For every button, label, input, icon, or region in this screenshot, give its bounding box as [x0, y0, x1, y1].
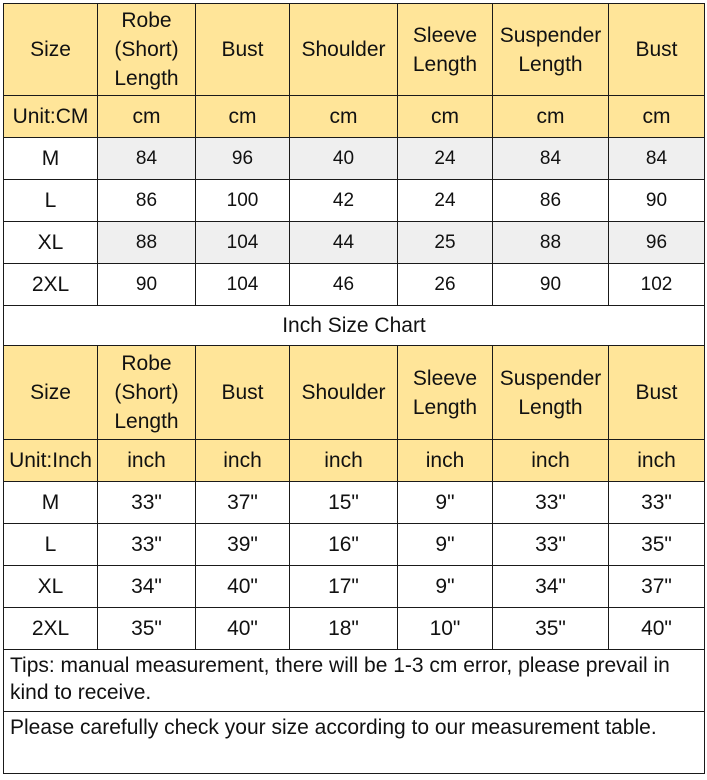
value-cell: 9" — [398, 482, 493, 524]
value-cell: 86 — [493, 180, 609, 222]
value-cell: 33" — [98, 482, 196, 524]
value-cell: 86 — [98, 180, 196, 222]
header-size: Size — [4, 346, 98, 440]
value-cell: 24 — [398, 180, 493, 222]
value-cell: 16" — [290, 524, 398, 566]
value-cell: 40 — [290, 138, 398, 180]
header-bust: Bust — [196, 4, 290, 96]
value-cell: 40" — [196, 608, 290, 650]
value-cell: 33" — [493, 524, 609, 566]
header-shoulder: Shoulder — [290, 346, 398, 440]
unit-cell: inch — [196, 440, 290, 482]
tip-check-size: Please carefully check your size according to our measurement table. — [4, 712, 705, 774]
value-cell: 26 — [398, 264, 493, 306]
value-cell: 104 — [196, 264, 290, 306]
value-cell: 37" — [609, 566, 705, 608]
table-row — [4, 180, 705, 222]
value-cell: 10" — [398, 608, 493, 650]
tip-row — [4, 650, 705, 712]
unit-cell: cm — [98, 96, 196, 138]
header-sleeve-length: Sleeve Length — [398, 346, 493, 440]
value-cell: 88 — [98, 222, 196, 264]
header-bust: Bust — [196, 346, 290, 440]
value-cell: 88 — [493, 222, 609, 264]
value-cell: 96 — [609, 222, 705, 264]
size-table — [3, 3, 705, 774]
value-cell: 42 — [290, 180, 398, 222]
tip-measurement-error: Tips: manual measurement, there will be 1-3 cm error, please prevail in kind to receive. — [4, 650, 705, 712]
table-row — [4, 566, 705, 608]
unit-label: Unit:Inch — [4, 440, 98, 482]
value-cell: 25 — [398, 222, 493, 264]
inch-unit-row — [4, 440, 705, 482]
inch-size-chart-title: Inch Size Chart — [4, 306, 705, 346]
size-cell: M — [4, 138, 98, 180]
header-robe-length: Robe (Short) Length — [98, 4, 196, 96]
cm-header-row — [4, 4, 705, 96]
value-cell: 90 — [98, 264, 196, 306]
value-cell: 33" — [98, 524, 196, 566]
cm-unit-row — [4, 96, 705, 138]
value-cell: 35" — [98, 608, 196, 650]
value-cell: 33" — [609, 482, 705, 524]
value-cell: 90 — [493, 264, 609, 306]
size-cell: 2XL — [4, 264, 98, 306]
table-row — [4, 222, 705, 264]
value-cell: 35" — [493, 608, 609, 650]
unit-cell: cm — [493, 96, 609, 138]
table-row — [4, 608, 705, 650]
header-suspender-length: Suspender Length — [493, 4, 609, 96]
unit-cell: cm — [609, 96, 705, 138]
table-row — [4, 138, 705, 180]
value-cell: 44 — [290, 222, 398, 264]
size-cell: XL — [4, 566, 98, 608]
header-suspender-length: Suspender Length — [493, 346, 609, 440]
value-cell: 40" — [609, 608, 705, 650]
size-chart — [3, 3, 704, 774]
value-cell: 40" — [196, 566, 290, 608]
size-cell: XL — [4, 222, 98, 264]
value-cell: 35" — [609, 524, 705, 566]
unit-cell: cm — [196, 96, 290, 138]
value-cell: 46 — [290, 264, 398, 306]
value-cell: 104 — [196, 222, 290, 264]
inch-caption-row — [4, 306, 705, 346]
tip-row — [4, 712, 705, 774]
value-cell: 84 — [609, 138, 705, 180]
header-robe-length: Robe (Short) Length — [98, 346, 196, 440]
value-cell: 24 — [398, 138, 493, 180]
size-cell: L — [4, 524, 98, 566]
unit-cell: inch — [290, 440, 398, 482]
unit-label: Unit:CM — [4, 96, 98, 138]
value-cell: 15" — [290, 482, 398, 524]
value-cell: 18" — [290, 608, 398, 650]
unit-cell: inch — [609, 440, 705, 482]
value-cell: 90 — [609, 180, 705, 222]
unit-cell: cm — [398, 96, 493, 138]
header-sleeve-length: Sleeve Length — [398, 4, 493, 96]
value-cell: 100 — [196, 180, 290, 222]
header-bust-2: Bust — [609, 346, 705, 440]
size-cell: M — [4, 482, 98, 524]
value-cell: 39" — [196, 524, 290, 566]
value-cell: 9" — [398, 566, 493, 608]
header-shoulder: Shoulder — [290, 4, 398, 96]
inch-header-row — [4, 346, 705, 440]
header-size: Size — [4, 4, 98, 96]
table-row — [4, 482, 705, 524]
value-cell: 84 — [493, 138, 609, 180]
value-cell: 34" — [98, 566, 196, 608]
value-cell: 17" — [290, 566, 398, 608]
table-row — [4, 264, 705, 306]
unit-cell: cm — [290, 96, 398, 138]
value-cell: 33" — [493, 482, 609, 524]
size-cell: 2XL — [4, 608, 98, 650]
header-bust-2: Bust — [609, 4, 705, 96]
table-row — [4, 524, 705, 566]
value-cell: 9" — [398, 524, 493, 566]
value-cell: 37" — [196, 482, 290, 524]
size-cell: L — [4, 180, 98, 222]
value-cell: 102 — [609, 264, 705, 306]
value-cell: 84 — [98, 138, 196, 180]
unit-cell: inch — [98, 440, 196, 482]
value-cell: 34" — [493, 566, 609, 608]
unit-cell: inch — [493, 440, 609, 482]
unit-cell: inch — [398, 440, 493, 482]
value-cell: 96 — [196, 138, 290, 180]
